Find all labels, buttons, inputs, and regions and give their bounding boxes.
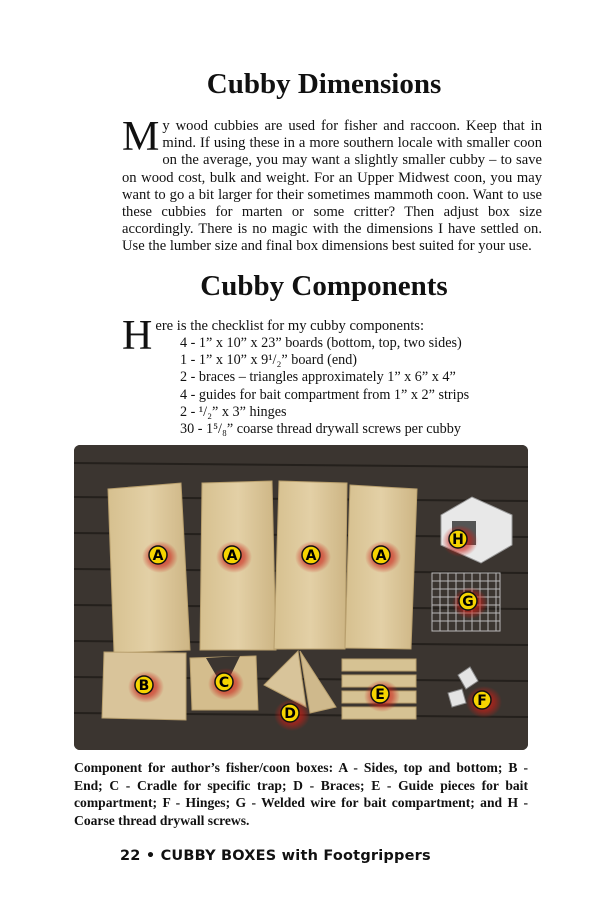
photo-label-a2 <box>216 541 252 573</box>
svg-text:C: C <box>218 675 230 691</box>
checklist-item: 1 - 1” x 10” x 9¹/₂” board (end) <box>180 352 358 369</box>
photo-label-d <box>274 699 310 731</box>
photo-label-c <box>208 668 244 700</box>
components-photo <box>74 445 528 750</box>
dimensions-paragraph <box>122 114 542 256</box>
svg-text:B: B <box>138 678 150 694</box>
photo-label-b <box>128 671 164 703</box>
svg-text:H: H <box>452 532 464 548</box>
page-footer <box>120 848 431 864</box>
guide-strip <box>342 659 416 671</box>
section-title-dimensions: Cubby Dimensions <box>206 68 442 100</box>
photo-label-g <box>452 587 488 619</box>
page-number: 22 <box>120 848 141 864</box>
svg-text:A: A <box>226 548 238 564</box>
svg-text:A: A <box>305 548 317 564</box>
drop-cap: H <box>122 313 153 359</box>
photo-label-a4 <box>365 541 401 573</box>
photo-caption: Component for author’s fisher/coon boxes: A - Sides, top and bottom; B - End; C - Cradle for specific trap; D - Braces; E - Guide pieces for bait compartment; F - Hinges; G - Welded wire for bait compartment; and H - Coarse thread drywall screws. <box>74 760 528 828</box>
photo-label-h <box>442 525 478 557</box>
svg-text:A: A <box>152 548 164 564</box>
checklist-items <box>122 335 542 438</box>
photo-label-f <box>466 686 502 718</box>
svg-text:G: G <box>462 594 474 610</box>
svg-text:F: F <box>477 693 487 709</box>
photo-label-a3 <box>295 541 331 573</box>
components-photo-illustration <box>74 445 528 750</box>
checklist-item: 30 - 1⁵/₈” coarse thread drywall screws per cubby <box>180 421 461 438</box>
checklist-item: 2 - braces – triangles approximately 1” x 6” x 4” <box>180 369 456 386</box>
checklist-lead-text: ere is the checklist for my cubby components: <box>155 318 425 334</box>
checklist-item: 2 - ¹/₂” x 3” hinges <box>180 403 287 420</box>
svg-text:D: D <box>284 706 296 722</box>
drop-cap: M <box>122 114 160 160</box>
checklist-item: 4 - 1” x 10” x 23” boards (bottom, top, two sides) <box>180 335 462 351</box>
photo-label-e <box>364 680 400 712</box>
photo-label-a1 <box>142 541 178 573</box>
dimensions-text: y wood cubbies are used for fisher and raccoon. Keep that in mind. If using these in a more southern locale with smaller coon on the average, you may want a slightly smaller cubby – to save on wood cost, bulk and weight. For an Upper Midwest coon, you may want to go a bit larger for their sometimes mammoth coon. Want to use these cubbies for marten or some critter? Then adjust box size accordingly. There is no magic with the dimensions I have settled on. Use the lumber size and final box dimensions best suited for your use. <box>122 118 542 255</box>
footer-separator: • <box>145 848 156 864</box>
checklist-item: 4 - guides for bait compartment from 1” x 2” strips <box>180 386 470 403</box>
section-title-components: Cubby Components <box>200 270 448 302</box>
svg-text:E: E <box>375 687 385 703</box>
book-title: CUBBY BOXES with Footgrippers <box>160 848 431 864</box>
svg-text:A: A <box>375 548 387 564</box>
components-checklist <box>122 313 542 438</box>
